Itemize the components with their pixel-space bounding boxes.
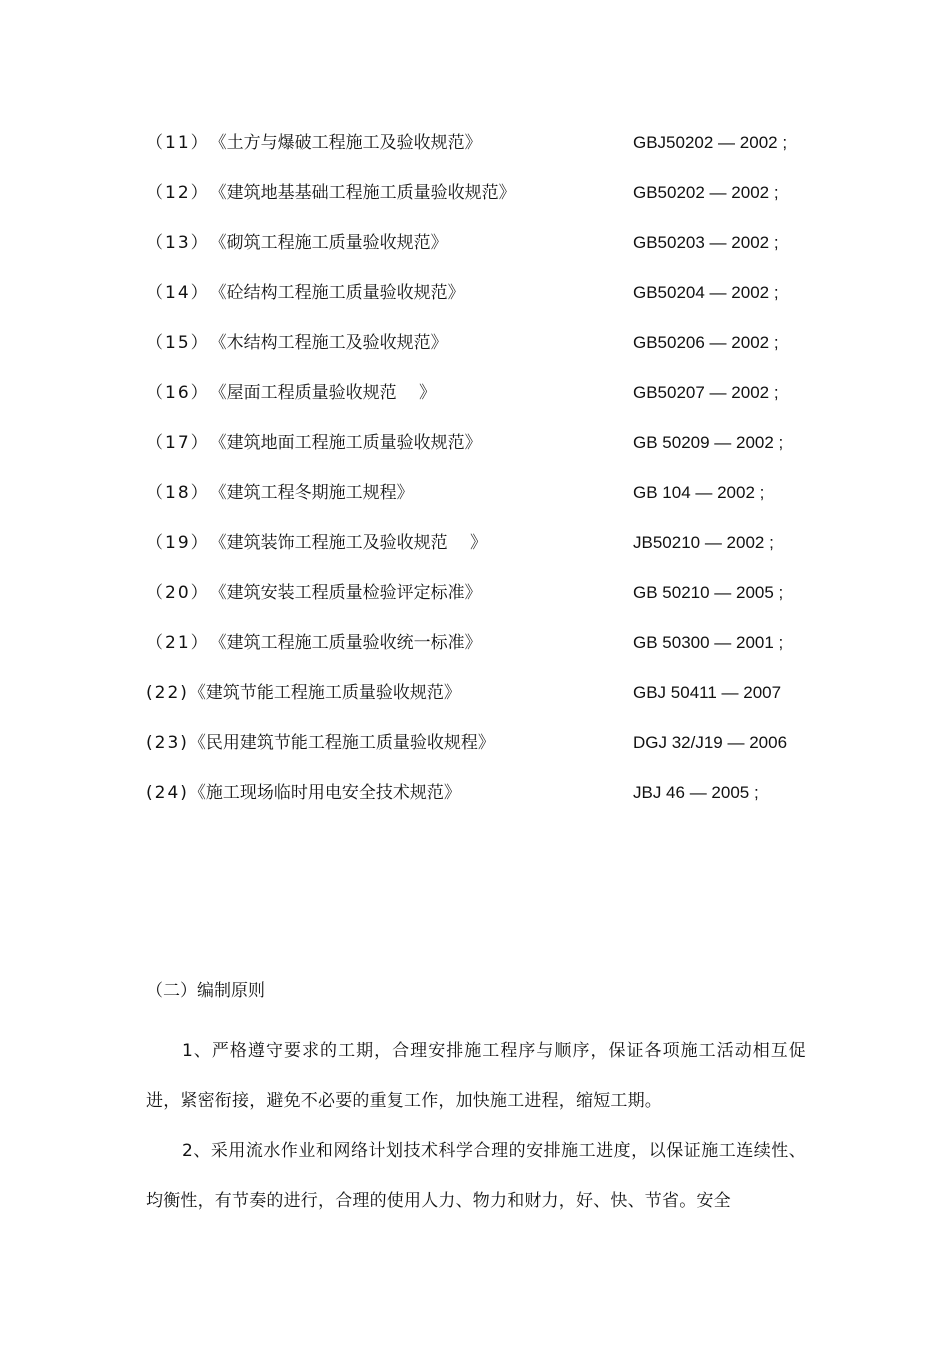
standard-number: (24) bbox=[146, 783, 189, 803]
standard-code: JB50210 — 2002 ; bbox=[633, 533, 774, 552]
standard-row bbox=[146, 328, 826, 378]
standard-title: 《建筑地基基础工程施工质量验收规范》 bbox=[209, 183, 516, 203]
standard-row bbox=[146, 778, 826, 828]
standard-row bbox=[146, 728, 826, 778]
standard-row bbox=[146, 228, 826, 278]
standard-code: GB 104 — 2002 ; bbox=[633, 483, 765, 502]
standard-row bbox=[146, 478, 826, 528]
standard-number: （12） bbox=[146, 183, 210, 203]
standard-number: （20） bbox=[146, 583, 210, 603]
standard-row bbox=[146, 278, 826, 328]
standard-code: GBJ50202 — 2002 ; bbox=[633, 133, 788, 152]
standard-number: （13） bbox=[146, 233, 210, 253]
standard-row bbox=[146, 528, 826, 578]
standard-code: DGJ 32/J19 — 2006 bbox=[633, 733, 788, 752]
standard-title: 《建筑地面工程施工质量验收规范》 bbox=[209, 433, 482, 453]
standard-number: （11） bbox=[146, 133, 210, 153]
standard-code: JBJ 46 — 2005 ; bbox=[633, 783, 759, 802]
standard-row bbox=[146, 428, 826, 478]
standard-number: （16） bbox=[146, 383, 210, 403]
standard-code: GB50207 — 2002 ; bbox=[633, 383, 779, 402]
standard-row bbox=[146, 678, 826, 728]
section-heading: （二）编制原则 bbox=[146, 981, 265, 1001]
standard-title: 《建筑工程冬期施工规程》 bbox=[209, 483, 414, 503]
standard-code: GBJ 50411 — 2007 bbox=[633, 683, 782, 702]
standard-code: GB50204 — 2002 ; bbox=[633, 283, 779, 302]
standard-number: （17） bbox=[146, 433, 210, 453]
compilation-principles-section bbox=[146, 976, 806, 1226]
standard-number: （18） bbox=[146, 483, 210, 503]
standard-title: 《施工现场临时用电安全技术规范》 bbox=[188, 783, 461, 803]
standard-title: 《民用建筑节能工程施工质量验收规程》 bbox=[188, 733, 495, 753]
standard-row bbox=[146, 178, 826, 228]
standard-title: 《土方与爆破工程施工及验收规范》 bbox=[209, 133, 482, 153]
standard-code: GB50206 — 2002 ; bbox=[633, 333, 779, 352]
standard-number: (22) bbox=[146, 683, 189, 703]
standard-number: （19） bbox=[146, 533, 210, 553]
standard-title: 《砌筑工程施工质量验收规范》 bbox=[209, 233, 448, 253]
paragraph: 1、严格遵守要求的工期，合理安排施工程序与顺序，保证各项施工活动相互促进，紧密衔接，避免不必要的重复工作，加快施工进程，缩短工期。 bbox=[146, 1041, 806, 1111]
standard-code: GB50203 — 2002 ; bbox=[633, 233, 779, 252]
standard-title: 《屋面工程质量验收规范 》 bbox=[209, 383, 437, 403]
standard-row bbox=[146, 628, 826, 678]
standard-code: GB 50210 — 2005 ; bbox=[633, 583, 784, 602]
standard-title: 《建筑节能工程施工质量验收规范》 bbox=[188, 683, 461, 703]
standard-code: GB 50300 — 2001 ; bbox=[633, 633, 784, 652]
standard-code: GB50202 — 2002 ; bbox=[633, 183, 779, 202]
standard-title: 《建筑工程施工质量验收统一标准》 bbox=[209, 633, 482, 653]
standard-row bbox=[146, 128, 826, 178]
standards-list bbox=[146, 128, 826, 828]
standard-row bbox=[146, 578, 826, 628]
standard-title: 《砼结构工程施工质量验收规范》 bbox=[209, 283, 465, 303]
paragraph: 2、采用流水作业和网络计划技术科学合理的安排施工进度，以保证施工连续性、均衡性，有节奏的进行，合理的使用人力、物力和财力，好、快、节省。安全 bbox=[146, 1141, 806, 1211]
standard-title: 《木结构工程施工及验收规范》 bbox=[209, 333, 448, 353]
standard-title: 《建筑装饰工程施工及验收规范 》 bbox=[209, 533, 488, 553]
standard-row bbox=[146, 378, 826, 428]
standard-number: (23) bbox=[146, 733, 189, 753]
standard-code: GB 50209 — 2002 ; bbox=[633, 433, 784, 452]
standard-number: （15） bbox=[146, 333, 210, 353]
standard-number: （21） bbox=[146, 633, 210, 653]
standard-number: （14） bbox=[146, 283, 210, 303]
standard-title: 《建筑安装工程质量检验评定标准》 bbox=[209, 583, 482, 603]
